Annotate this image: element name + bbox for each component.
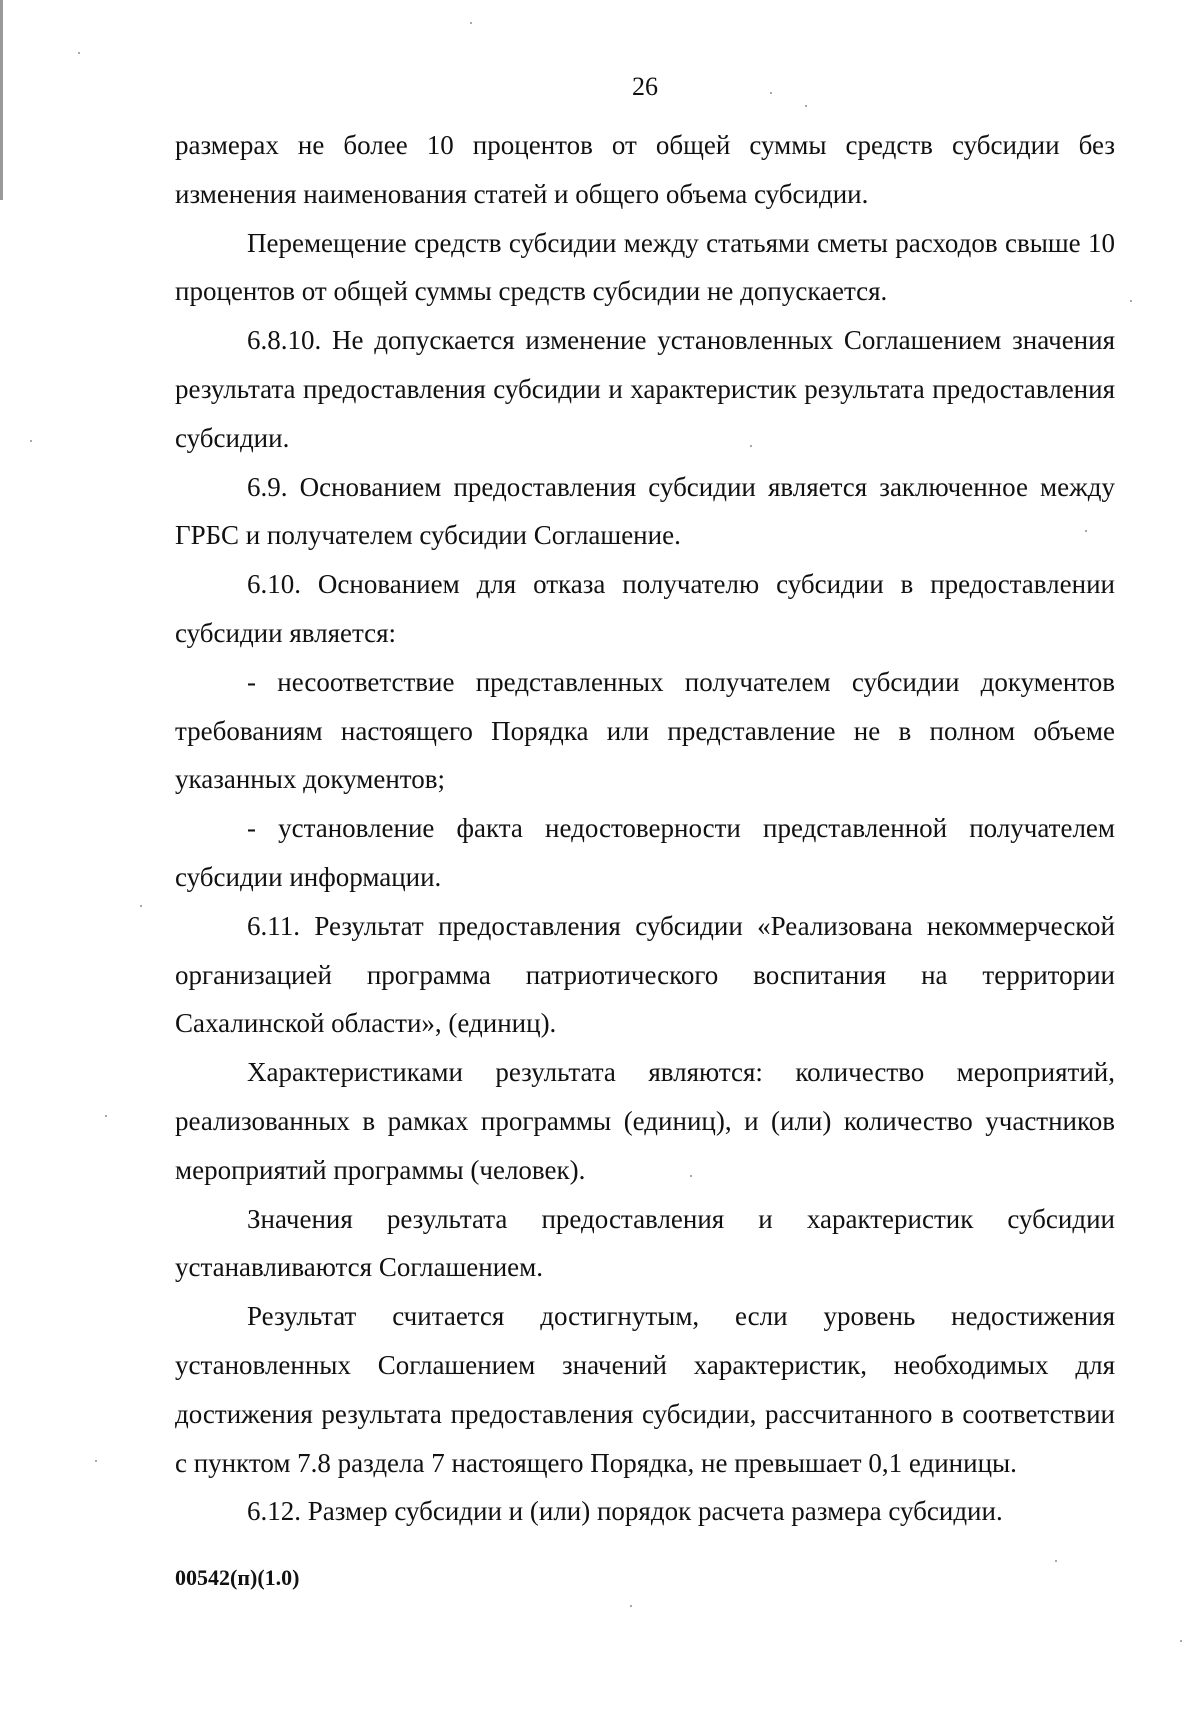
paragraph-characteristics: Характеристиками результата являются: количество мероприятий, реализованных в рамках программы (единиц), и (или) количество участников мероприятий программы (человек). xyxy=(175,1057,1115,1185)
paragraph-continuation: размерах не более 10 процентов от общей суммы средств субсидии без изменения наименования статей и общего объема субсидии. xyxy=(175,130,1115,209)
scan-speck xyxy=(805,105,807,107)
scan-speck xyxy=(140,905,142,907)
scan-speck xyxy=(770,92,772,94)
scan-speck xyxy=(630,1605,632,1607)
scan-speck xyxy=(1180,1640,1182,1642)
paragraph-6-8-10: 6.8.10. Не допускается изменение установленных Соглашением значения результата предоставления субсидии и характеристик результата предоставления субсидии. xyxy=(175,325,1115,453)
scan-speck xyxy=(95,1460,97,1462)
scan-speck xyxy=(750,445,752,447)
paragraph-6-12: 6.12. Размер субсидии и (или) порядок расчета размера субсидии. xyxy=(247,1496,1003,1527)
paragraph-6-10: 6.10. Основанием для отказа получателю субсидии в предоставлении субсидии является: xyxy=(175,569,1115,648)
scan-speck xyxy=(690,1175,692,1177)
scan-speck xyxy=(1130,300,1132,302)
paragraph-funds-transfer: Перемещение средств субсидии между статьями сметы расходов свыше 10 процентов от общей суммы средств субсидии не допускается. xyxy=(175,227,1115,307)
scan-speck xyxy=(470,22,472,24)
scan-speck xyxy=(1055,1560,1057,1562)
page-number: 26 xyxy=(632,72,658,101)
list-item-inaccuracy: - установление факта недостоверности представленной получателем субсидии информации. xyxy=(175,813,1115,892)
scan-speck xyxy=(78,52,80,54)
paragraph-6-11: 6.11. Результат предоставления субсидии «Реализована некоммерческой организацией программа патриотического воспитания на территории Сахалинской области», (единиц). xyxy=(175,910,1115,1039)
document-code: 00542(п)(1.0) xyxy=(175,1565,300,1590)
list-item-noncompliance: - несоответствие представленных получателем субсидии документов требованиям настоящего Порядка или представление не в полном объеме указанных документов; xyxy=(175,666,1115,795)
paragraph-values: Значения результата предоставления и характеристик субсидии устанавливаются Соглашением. xyxy=(175,1203,1115,1283)
scan-speck xyxy=(1085,530,1087,532)
scan-speck xyxy=(30,440,32,442)
document-body xyxy=(175,121,1115,1536)
paragraph-result-achieved: Результат считается достигнутым, если уровень недостижения установленных Соглашением значений характеристик, необходимых для достижения результата предоставления субсидии, рассчитанного в соответствии с пунктом 7.8 раздела 7 настоящего Порядка, не превышает 0,1 единицы. xyxy=(175,1301,1115,1478)
paragraph-6-9: 6.9. Основанием предоставления субсидии является заключенное между ГРБС и получателем субсидии Соглашение. xyxy=(175,471,1115,551)
scan-speck xyxy=(105,1115,107,1117)
